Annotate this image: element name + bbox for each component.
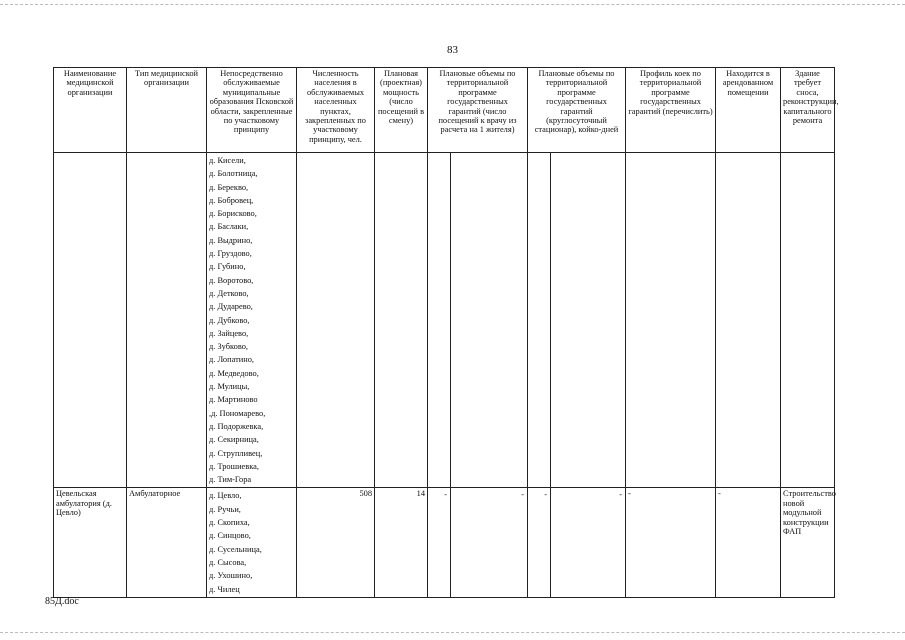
village-item: д. Сысова,: [209, 557, 247, 567]
cell-empty: [781, 153, 835, 488]
cell-empty: [375, 153, 428, 488]
village-item: д. Воротово,: [209, 275, 254, 285]
village-item: д. Баслаки,: [209, 222, 249, 232]
header-rented: Находится в арендованном помещении: [716, 68, 781, 153]
village-item: д. Сусельница,: [209, 544, 262, 554]
repair-note: Строительство новой модульной конструкции ФАП: [781, 488, 835, 597]
village-item: д. Борисково,: [209, 209, 257, 219]
village-item: д. Синцово,: [209, 531, 251, 541]
bed-profile-value: -: [626, 488, 716, 597]
population-value: 508: [297, 488, 375, 597]
table-row: [54, 488, 835, 597]
village-item: д. Выдрино,: [209, 235, 253, 245]
header-population: Численность населения в обслуживаемых населенных пунктах, закрепленных по участковому принципу, чел.: [297, 68, 375, 153]
village-item: д. Подоржевка,: [209, 421, 264, 431]
village-item: д. Губино,: [209, 262, 246, 272]
cell-visits: [428, 488, 528, 597]
village-item: д. Секирница,: [209, 435, 259, 445]
medical-organizations-table: [53, 67, 839, 598]
village-item: д. Мартиново: [209, 395, 258, 405]
village-item: д. Скопиха,: [209, 518, 250, 528]
header-visits-volume: Плановые объемы по территориальной программе государственных гарантий (число посещений к врачу из расчета на 1 жителя): [428, 68, 528, 153]
village-item: д. Бобровец,: [209, 195, 254, 205]
village-item: д. Детково,: [209, 288, 249, 298]
village-item: д. Берекво,: [209, 182, 249, 192]
cell-hospital: [528, 488, 626, 597]
cell-hospital: [528, 153, 626, 488]
village-item: д. Кисели,: [209, 156, 246, 165]
village-item: д. Ручьи,: [209, 504, 241, 514]
village-item: д. Струпливец,: [209, 448, 263, 458]
village-item: д. Ухошино,: [209, 571, 253, 581]
village-list: [207, 153, 297, 488]
village-item: д. Мулицы,: [209, 382, 250, 392]
dash-value: -: [619, 490, 622, 500]
header-org-name: Наименование медицинской организации: [54, 68, 127, 153]
header-hospital-volume: Плановые объемы по территориальной программе государственных гарантий (круглосуточный стационар), койко-дней: [528, 68, 626, 153]
header-municipalities: Непосредственно обслуживаемые муниципальные образования Псковской области, закрепленные по участковому принципу: [207, 68, 297, 153]
cell-visits: [428, 153, 528, 488]
village-item: д. Чилец: [209, 584, 240, 594]
capacity-value: 14: [375, 488, 428, 597]
village-item: д. Дубково,: [209, 315, 250, 325]
org-type: Амбулаторное: [127, 488, 207, 597]
header-capacity: Плановая (проектная) мощность (число посещений в смену): [375, 68, 428, 153]
header-bed-profile: Профиль коек по территориальной программе государственных гарантий (перечислить): [626, 68, 716, 153]
village-item: д. Лопатино,: [209, 355, 254, 365]
village-item: д. Медведово,: [209, 368, 259, 378]
org-name: Цевельская амбулатория (д. Цевло): [54, 488, 127, 597]
village-item: д. Тим-Гора: [209, 475, 252, 485]
header-repair: Здание требует сноса, реконструкции, капитального ремонта: [781, 68, 835, 153]
cell-empty: [626, 153, 716, 488]
cell-empty: [127, 153, 207, 488]
cell-empty: [716, 153, 781, 488]
cell-empty: [297, 153, 375, 488]
village-item: д. Груздово,: [209, 249, 252, 259]
village-item: д. Зайцево,: [209, 328, 249, 338]
file-name: 85Д.doc: [45, 596, 79, 607]
village-item: д. Цевло,: [209, 491, 242, 501]
village-item: д. Зубково,: [209, 342, 248, 352]
header-org-type: Тип медицинской организации: [127, 68, 207, 153]
header-row: [54, 68, 835, 153]
village-list: [207, 488, 297, 597]
village-item: д. Дударево,: [209, 302, 253, 312]
cell-empty: [54, 153, 127, 488]
village-item: ,д. Пономарево,: [209, 408, 266, 418]
village-item: д. Трошиевка,: [209, 461, 259, 471]
page-number: 83: [447, 44, 458, 56]
dash-value: -: [544, 490, 547, 500]
dash-value: -: [521, 490, 524, 500]
village-item: д. Болотница,: [209, 169, 258, 179]
table-row: [54, 153, 835, 488]
rented-value: -: [716, 488, 781, 597]
bottom-scan-line: [0, 632, 905, 633]
dash-value: -: [444, 490, 447, 500]
top-scan-line: [0, 4, 905, 5]
